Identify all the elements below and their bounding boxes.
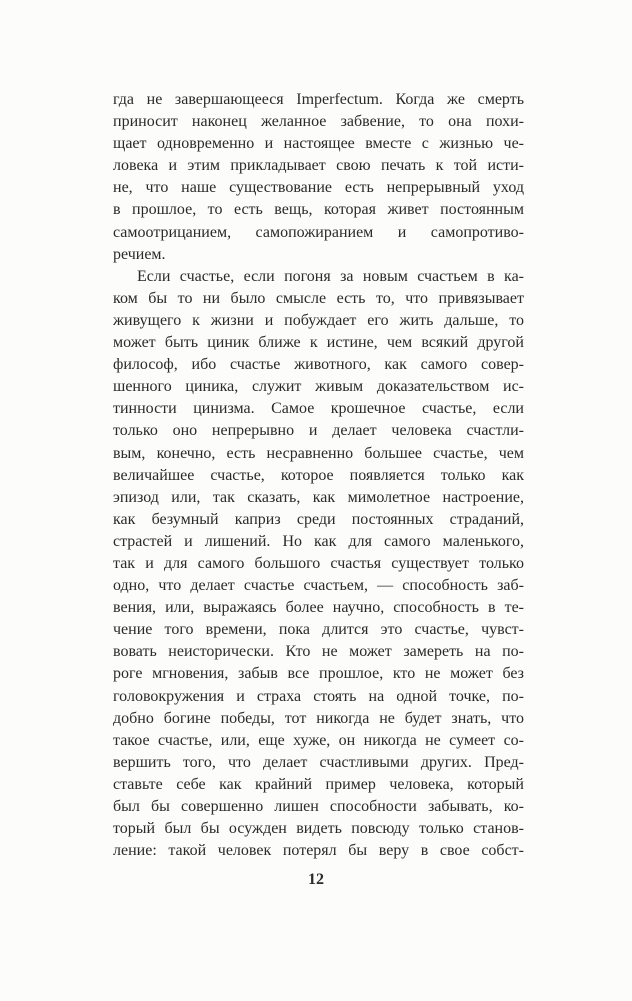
text-line: ставьте себе как крайний пример человека, который	[113, 775, 524, 793]
text-line: был бы совершенно лишен способности забывать, ко-	[113, 798, 524, 815]
text-line: ловека и этим прикладывает свою печать к той исти-	[113, 157, 524, 175]
text-line: ком бы то ни было смысле есть то, что привязывает	[113, 289, 524, 307]
text-line: в прошлое, то есть вещь, которая живет постоянным	[113, 201, 524, 219]
text-line: так и для самого большого счастья существует только	[113, 554, 524, 572]
text-line: добно богине победы, тот никогда не будет знать, что	[113, 709, 524, 727]
text-line: речием.	[113, 245, 166, 263]
text-line: одно, что делает счастье счастьем, — способность заб-	[113, 577, 524, 595]
text-line: вым, конечно, есть несравненно большее счастье, чем	[113, 444, 524, 462]
text-line: роге мгновения, забыв все прошлое, кто не может без	[113, 665, 524, 683]
text-line: не, что наше существование есть непрерывный уход	[113, 179, 524, 197]
text-line: шенного циника, служит живым доказательством ис-	[113, 378, 524, 396]
text-line: страстей и лишений. Но как для самого маленького,	[113, 532, 524, 550]
text-line: самоотрицанием, самопожиранием и самопротиво-	[113, 223, 524, 241]
text-line: вовать неисторически. Кто не может замереть на по-	[113, 643, 524, 661]
text-line: как безумный каприз среди постоянных страданий,	[113, 510, 524, 528]
text-line: такое счастье, или, еще хуже, он никогда не сумеет со-	[113, 731, 524, 749]
text-line: гда не завершающееся Imperfectum. Когда же смерть	[113, 91, 524, 108]
body-text	[113, 89, 524, 862]
text-line: ление: такой человек потерял бы веру в свое собст-	[113, 842, 524, 860]
text-line: только оно непрерывно и делает человека счастли-	[113, 422, 524, 440]
text-line: величайшее счастье, которое появляется только как	[113, 466, 524, 484]
text-line: эпизод или, так сказать, как мимолетное настроение,	[113, 488, 524, 506]
text-line: вения, или, выражаясь более научно, способность в те-	[113, 599, 524, 617]
text-line: живущего к жизни и побуждает его жить дальше, то	[113, 311, 524, 329]
text-line: тинности цинизма. Самое крошечное счастье, если	[113, 400, 524, 418]
page-number: 12	[308, 871, 324, 888]
text-line: приносит наконец желанное забвение, то она похи-	[113, 113, 524, 131]
text-line: философ, ибо счастье животного, как самого совер-	[113, 356, 524, 374]
text-line: торый был бы осужден видеть повсюду только станов-	[113, 820, 524, 838]
text-line: чение того времени, пока длится это счастье, чувст-	[113, 621, 524, 639]
text-line: может быть циник ближе к истине, чем всякий другой	[113, 334, 524, 352]
text-line: Если счастье, если погоня за новым счастьем в ка-	[137, 267, 524, 285]
text-line: щает одновременно и настоящее вместе с жизнью че-	[113, 135, 524, 153]
text-line: вершить того, что делает счастливыми других. Пред-	[113, 753, 524, 771]
text-line: головокружения и страха стоять на одной точке, по-	[113, 687, 524, 705]
